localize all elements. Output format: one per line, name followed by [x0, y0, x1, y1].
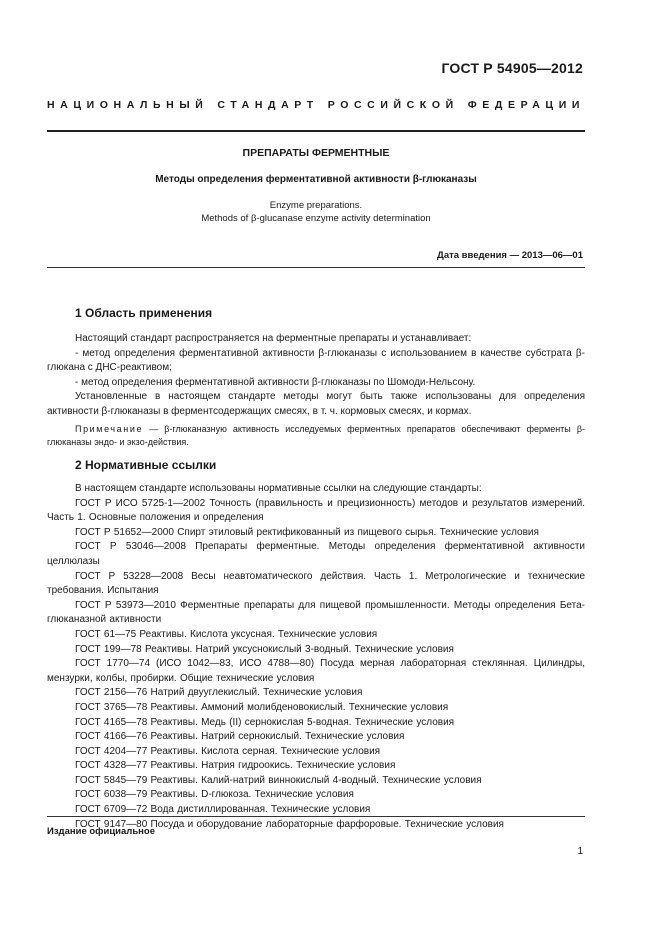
normative-reference: ГОСТ 3765—78 Реактивы. Аммоний молибденовокислый. Технические условия	[75, 701, 449, 713]
normative-reference: ГОСТ 4165—78 Реактивы. Медь (II) сернокислая 5-водная. Технические условия	[75, 716, 455, 728]
footer-divider	[47, 816, 585, 817]
section-1-paragraph: - метод определения ферментативной активности β-глюканазы с использованием в качестве субстрата β-глюкана с ДНС-реактивом;	[47, 347, 585, 374]
section-1-body	[47, 332, 585, 449]
normative-reference: ГОСТ 5845—79 Реактивы. Калий-натрий виннокислый 4-водный. Технические условия	[75, 774, 482, 786]
national-standard-banner: НАЦИОНАЛЬНЫЙ СТАНДАРТ РОССИЙСКОЙ ФЕДЕРАЦИИ	[47, 99, 585, 111]
edition-label: Издание официальное	[47, 826, 155, 837]
section-1-note	[47, 423, 585, 449]
normative-reference: ГОСТ Р 53973—2010 Ферментные препараты для пищевой промышленности. Методы определения Бета-глюканазной активности	[47, 599, 585, 626]
section-1-paragraph: Настоящий стандарт распространяется на ферментные препараты и устанавливает:	[75, 333, 472, 344]
normative-reference: ГОСТ 1770—74 (ИСО 1042—83, ИСО 4788—80) Посуда мерная лабораторная стеклянная. Цилиндры, мензурки, колбы, пробирки. Общие технические условия	[47, 658, 585, 684]
normative-reference: ГОСТ Р ИСО 5725-1—2002 Точность (правильность и прецизионность) методов и результатов измерений. Часть 1. Основные положения и определения	[47, 497, 585, 524]
gost-code: ГОСТ Р 54905—2012	[441, 60, 583, 76]
normative-reference: ГОСТ Р 51652—2000 Спирт этиловый ректификованный из пищевого сырья. Технические условия	[75, 526, 539, 538]
normative-reference: ГОСТ 199—78 Реактивы. Натрий уксуснокислый 3-водный. Технические условия	[75, 643, 454, 655]
normative-reference: ГОСТ 6709—72 Вода дистиллированная. Технические условия	[75, 804, 371, 816]
section-2-body	[47, 482, 585, 832]
normative-reference: ГОСТ Р 53046—2008 Препараты ферментные. Методы определения ферментативной активности целлюлазы	[47, 541, 585, 567]
header-divider	[47, 130, 585, 132]
note-label: Примечание	[75, 423, 144, 434]
section-1-paragraph: - метод определения ферментативной активности β-глюканазы по Шомоди-Нельсону.	[75, 376, 476, 388]
title-divider	[47, 267, 585, 268]
normative-reference: ГОСТ 6038—79 Реактивы. D-глюкоза. Технические условия	[75, 789, 354, 801]
note-text: — β-глюканазную активность исследуемых ферментных препаратов обеспечивают ферменты β-глюканазы эндо- и экзо-действия.	[47, 423, 585, 447]
section-2-heading: 2 Нормативные ссылки	[75, 458, 217, 472]
introduction-date: Дата введения — 2013—06—01	[437, 250, 583, 261]
page-number: 1	[577, 846, 583, 857]
normative-reference: ГОСТ 9147—80 Посуда и оборудование лабораторные фарфоровые. Технические условия	[75, 818, 504, 830]
english-title	[47, 199, 585, 225]
document-subtitle: Методы определения ферментативной активности β-глюканазы	[155, 174, 477, 185]
section-1-paragraph: Установленные в настоящем стандарте методы могут быть также использованы для определения активности β-глюканазы в ферментсодержащих смесях, в т. ч. кормовых смесях, и кормах.	[47, 391, 585, 417]
section-1-heading: 1 Область применения	[75, 306, 213, 320]
document-title: ПРЕПАРАТЫ ФЕРМЕНТНЫЕ	[242, 147, 390, 159]
english-title-line-1: Enzyme preparations.	[269, 200, 363, 211]
normative-reference: ГОСТ 4328—77 Реактивы. Натрия гидроокись. Технические условия	[75, 760, 396, 772]
normative-reference: ГОСТ Р 53228—2008 Весы неавтоматического действия. Часть 1. Метрологические и технические требования. Испытания	[47, 570, 585, 597]
section-2-intro: В настоящем стандарте использованы нормативные ссылки на следующие стандарты:	[75, 483, 482, 494]
normative-reference: ГОСТ 4166—76 Реактивы. Натрий сернокислый. Технические условия	[75, 731, 405, 743]
english-title-line-2: Methods of β-glucanase enzyme activity determination	[201, 213, 431, 224]
normative-reference: ГОСТ 4204—77 Реактивы. Кислота серная. Технические условия	[75, 745, 381, 757]
normative-reference: ГОСТ 2156—76 Натрий двууглекислый. Технические условия	[75, 687, 363, 699]
normative-reference: ГОСТ 61—75 Реактивы. Кислота уксусная. Технические условия	[75, 628, 378, 640]
